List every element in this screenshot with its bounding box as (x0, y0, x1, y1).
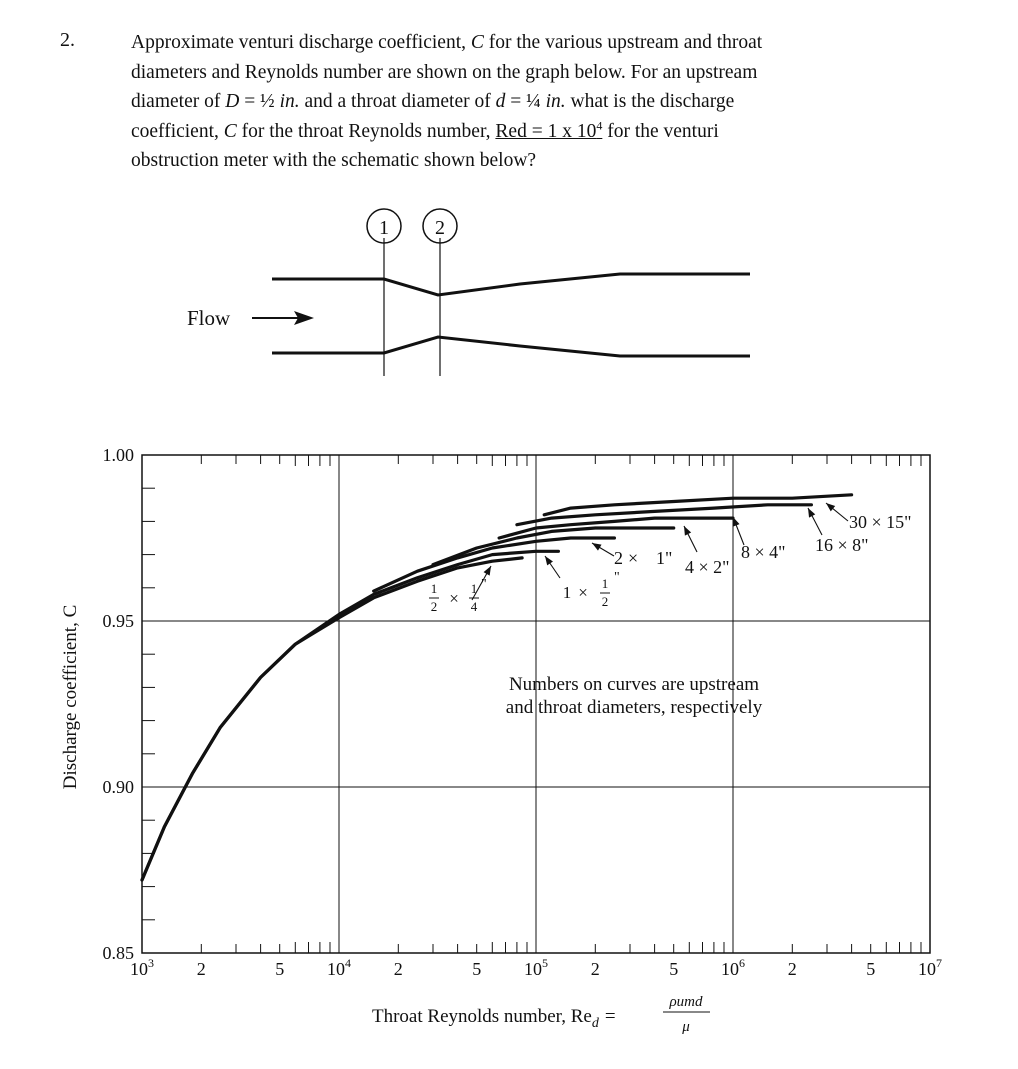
q-line3c: and a throat diameter of (299, 91, 496, 112)
label-s3-arrowhead (592, 543, 602, 551)
x-tick-label: 5 (275, 959, 285, 979)
label-s2-inch: " (614, 570, 620, 585)
flow-label: Flow (187, 306, 231, 330)
x-axis-label-text: Throat Reynolds number, Re (372, 1006, 592, 1027)
label-s1-frac-b-den: 4 (470, 599, 478, 614)
q-var-D: D (225, 91, 240, 112)
label-s2-arrowhead (545, 556, 553, 565)
q-var-C2: C (223, 120, 237, 142)
q-var-d: d (495, 91, 506, 112)
x-tick-label: 5 (472, 959, 482, 979)
q-reynolds-exp: 4 (596, 118, 603, 132)
x-tick-label: 2 (196, 959, 206, 979)
x-axis-label-denominator: μ (682, 1019, 690, 1035)
q-line3b: = ½ (239, 91, 280, 112)
q-line3a: diameter of (131, 91, 226, 112)
label-s5-arrowhead (733, 517, 740, 527)
y-tick-label: 0.95 (102, 611, 134, 631)
x-axis-label (372, 1006, 616, 1031)
label-s1-frac-a-num: 1 (430, 581, 438, 596)
y-tick-label: 0.90 (102, 777, 134, 797)
station-1-label: 1 (379, 217, 389, 239)
x-tick-label: $10^6$ (721, 956, 745, 979)
curve-6 (517, 505, 812, 525)
label-s6-arrowhead (808, 508, 815, 518)
station-2-label: 2 (435, 217, 445, 239)
x-tick-label: $10^5$ (524, 956, 548, 979)
q-reynolds-label: Red = 1 x 10 (495, 120, 597, 142)
curve-2 (142, 551, 558, 880)
label-s7: 30 × 15" (849, 512, 912, 532)
q-line2: diameters and Reynolds number are shown on the graph below. For an upstream (131, 61, 758, 83)
chart-annotation-line2: and throat diameters, respectively (505, 697, 763, 718)
x-tick-label: 5 (669, 959, 679, 979)
y-axis-label: Discharge coefficient, C (60, 604, 81, 790)
chart-annotation-line1: Numbers on curves are upstream (508, 674, 760, 695)
q-line3d: = ¼ (505, 91, 546, 112)
q-unit-in-1: in. (279, 91, 300, 112)
question-number: 2. (60, 29, 75, 51)
label-s1-frac-a-den: 2 (430, 599, 438, 614)
y-tick-label: 0.85 (102, 943, 134, 963)
label-s3-times: × (628, 548, 639, 568)
x-tick-label: 5 (866, 959, 876, 979)
q-line1b: for the various upstream and throat (483, 32, 763, 53)
label-s3-a: 2 (614, 548, 623, 568)
label-s6: 16 × 8" (815, 535, 869, 555)
label-s1-arrowhead (484, 566, 491, 576)
label-s1-times: × (449, 589, 459, 608)
label-s2-whole: 1 (562, 583, 572, 602)
q-line4c: for the venturi (602, 120, 719, 142)
curve-1 (142, 558, 522, 880)
x-tick-label: 2 (393, 959, 403, 979)
label-s7-arrowhead (826, 503, 835, 511)
label-s3-b: 1" (656, 548, 673, 568)
q-var-C: C (470, 32, 484, 53)
label-s2-frac-den: 2 (601, 594, 609, 609)
y-tick-label: 1.00 (102, 445, 134, 465)
x-tick-label: $10^3$ (130, 956, 154, 979)
x-tick-label: 2 (590, 959, 600, 979)
x-axis-label-numerator: ρumd (669, 994, 703, 1010)
q-unit-in-2: in. (545, 91, 566, 112)
x-axis-label-sub: d (591, 1016, 599, 1031)
x-tick-label: $10^4$ (327, 956, 351, 979)
label-s1-inch: " (481, 577, 487, 592)
label-s5: 8 × 4" (741, 542, 786, 562)
label-s1-frac-b-num: 1 (470, 581, 478, 596)
x-axis-label-eq: = (604, 1006, 616, 1027)
q-line3e: what is the discharge (565, 91, 735, 112)
x-tick-label: 2 (787, 959, 797, 979)
q-line5: obstruction meter with the schematic shown below? (131, 150, 537, 171)
label-s4-arrowhead (684, 526, 691, 536)
q-line4a: coefficient, (131, 120, 224, 142)
label-s2-times: × (578, 583, 588, 602)
label-s2-frac-num: 1 (601, 576, 609, 591)
x-tick-label: $10^7$ (918, 956, 942, 979)
q-line4b: for the throat Reynolds number, (236, 120, 496, 142)
label-s4: 4 × 2" (685, 557, 730, 577)
q-line1: Approximate venturi discharge coefficient, (131, 32, 471, 53)
